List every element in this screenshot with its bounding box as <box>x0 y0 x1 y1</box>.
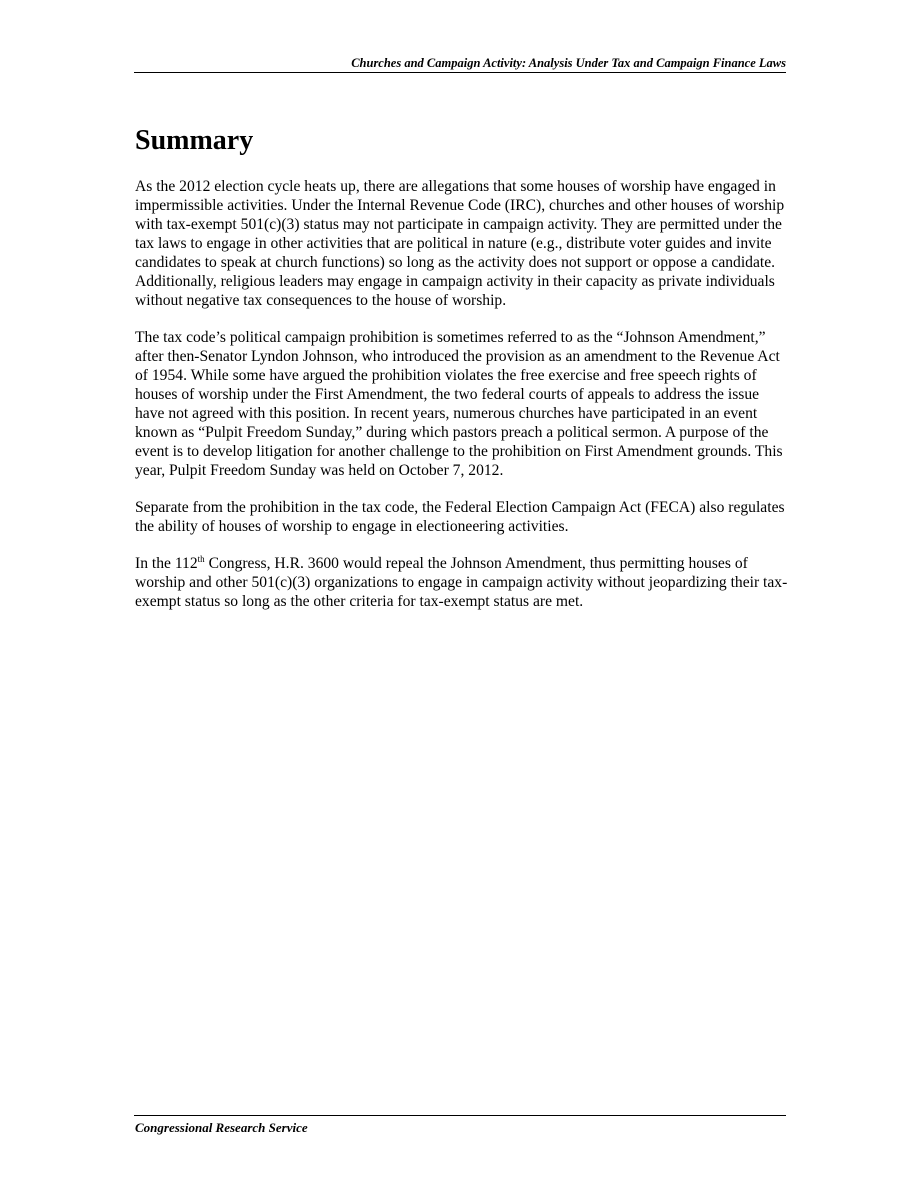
summary-paragraph-4 <box>135 554 791 611</box>
summary-paragraph-1: As the 2012 election cycle heats up, there are allegations that some houses of worship have engaged in impermissible activities. Under the Internal Revenue Code (IRC), churches and other houses of worship with tax-exempt 501(c)(3) status may not participate in campaign activity. They are permitted under the tax laws to engage in other activities that are political in nature (e.g., distribute voter guides and invite candidates to speak at church functions) so long as the activity does not support or oppose a candidate. Additionally, religious leaders may engage in campaign activity in their capacity as private individuals without negative tax consequences to the house of worship. <box>135 178 785 309</box>
header-divider <box>134 72 786 73</box>
paragraph-4-lead: In the 112 <box>135 555 198 572</box>
ordinal-superscript: th <box>197 554 205 564</box>
footer-organization: Congressional Research Service <box>135 1120 308 1135</box>
summary-body <box>135 177 791 611</box>
page-title: Summary <box>135 125 254 156</box>
footer-divider <box>134 1115 786 1116</box>
summary-paragraph-3: Separate from the prohibition in the tax code, the Federal Election Campaign Act (FECA) also regulates the ability of houses of worship to engage in electioneering activities. <box>135 499 785 535</box>
paragraph-4-rest: Congress, H.R. 3600 would repeal the Johnson Amendment, thus permitting houses of worship and other 501(c)(3) organizations to engage in campaign activity without jeopardizing their tax-exempt status so long as the other criteria for tax-exempt status are met. <box>135 555 788 610</box>
running-header: Churches and Campaign Activity: Analysis Under Tax and Campaign Finance Laws <box>351 56 786 70</box>
summary-paragraph-2: The tax code’s political campaign prohibition is sometimes referred to as the “Johnson Amendment,” after then-Senator Lyndon Johnson, who introduced the provision as an amendment to the Revenue Act of 1954. While some have argued the prohibition violates the free exercise and free speech rights of houses of worship under the First Amendment, the two federal courts of appeals to address the issue have not agreed with this position. In recent years, numerous churches have participated in an event known as “Pulpit Freedom Sunday,” during which pastors preach a political sermon. A purpose of the event is to develop litigation for another challenge to the prohibition on First Amendment grounds. This year, Pulpit Freedom Sunday was held on October 7, 2012. <box>135 329 783 479</box>
